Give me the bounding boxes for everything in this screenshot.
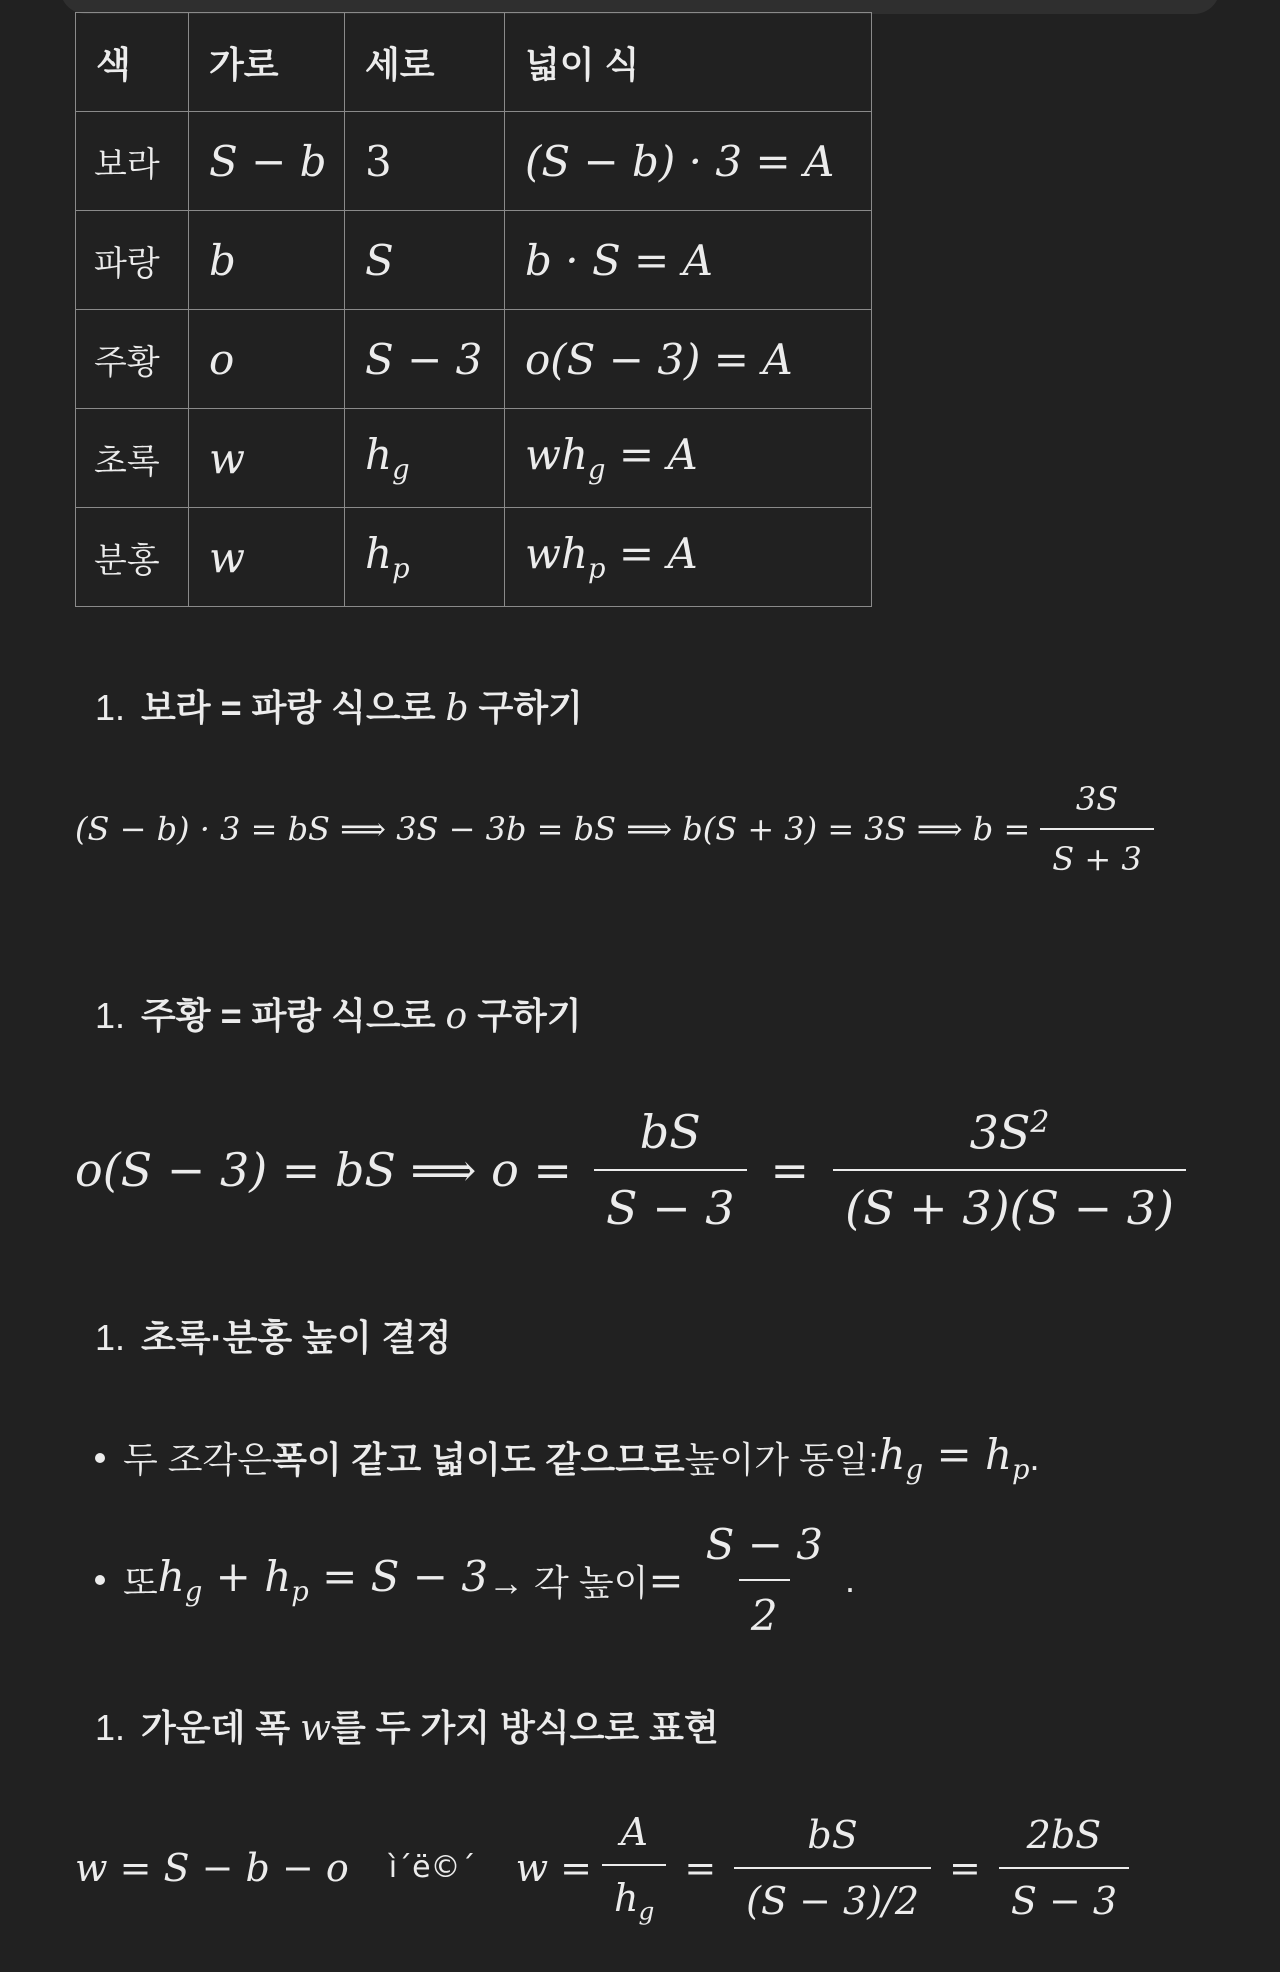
cell-area: $wh_g = A$ xyxy=(525,430,698,486)
fraction: $\frac{3S}{S + 3}$ xyxy=(1040,780,1153,878)
cell-width: S − b xyxy=(209,136,327,186)
table-row xyxy=(76,310,872,409)
cell-height: S xyxy=(365,235,394,285)
step3-heading: 1. 초록·분홍 높이 결정 xyxy=(95,1317,452,1358)
step4-heading: 1. 가운데 폭 w를 두 가지 방식으로 표현 xyxy=(95,1707,719,1749)
cell-color: 주황 xyxy=(76,310,189,409)
cell-color: 초록 xyxy=(76,409,189,508)
cell-height: $h_g$ xyxy=(365,430,410,486)
table-row xyxy=(76,211,872,310)
fraction: $\frac{2bS}{S - 3}$ xyxy=(999,1813,1129,1923)
cell-color: 파랑 xyxy=(76,211,189,310)
cell-area: o(S − 3) = A xyxy=(525,334,793,384)
step1-equation: (S − b) · 3 = bS ⟹ 3S − 3b = bS ⟹ b(S + 3) = 3S ⟹ b = $\frac{3S}{S + 3}$ xyxy=(75,780,1164,878)
fraction: $\frac{bS}{(S - 3)/2}$ xyxy=(734,1813,931,1923)
cell-height: S − 3 xyxy=(365,334,483,384)
cell-height: 3 xyxy=(365,136,392,186)
cell-height: $h_p$ xyxy=(365,529,410,585)
area-table xyxy=(75,12,872,607)
cell-area: b · S = A xyxy=(525,235,713,285)
cell-width: w xyxy=(209,433,245,483)
cell-color: 보라 xyxy=(76,112,189,211)
table-row xyxy=(76,409,872,508)
fraction: $\frac{3S^2}{(S + 3)(S - 3)}$ xyxy=(833,1105,1186,1235)
step4-equation: w = S − b − o ì´ë©´ w = $\frac{A}{h_g}$ = $\frac{bS}{(S - 3)/2}$ = $\frac{2bS}{S - 3}$ xyxy=(75,1810,1139,1926)
fraction: $\frac{S - 3}{2}$ xyxy=(705,1520,823,1640)
table-header-height: 세로 xyxy=(345,13,505,112)
cell-width: b xyxy=(209,235,236,285)
cell-width: o xyxy=(209,334,235,384)
table-header-width: 가로 xyxy=(189,13,345,112)
cell-color: 분홍 xyxy=(76,508,189,607)
bullet-item: 또 $h_g + h_p = S - 3$ → 각 높이 = $\frac{S - 3}{2}$ . xyxy=(95,1520,855,1640)
table-header-area: 넓이 식 xyxy=(505,13,872,112)
cell-area: (S − b) · 3 = A xyxy=(525,136,835,186)
fraction: $\frac{bS}{S - 3}$ xyxy=(594,1105,747,1235)
step1-heading: 1. 보라 = 파랑 식으로 b 구하기 xyxy=(95,687,583,729)
fraction: $\frac{A}{h_g}$ xyxy=(602,1810,666,1926)
table-row xyxy=(76,508,872,607)
table-row xyxy=(76,112,872,211)
table-header-color: 색 xyxy=(76,13,189,112)
step2-equation: o(S − 3) = bS ⟹ o = $\frac{bS}{S - 3}$ = $\frac{3S^2}{(S + 3)(S - 3)}$ xyxy=(75,1105,1196,1235)
cell-area: $wh_p = A$ xyxy=(525,529,698,585)
cell-width: w xyxy=(209,532,245,582)
bullet-item: 두 조각은 폭이 같고 넓이도 같으므로 높이가 동일: $h_g = h_p$ . xyxy=(95,1430,1040,1486)
step2-heading: 1. 주황 = 파랑 식으로 o 구하기 xyxy=(95,995,582,1037)
table-header-row xyxy=(76,13,872,112)
